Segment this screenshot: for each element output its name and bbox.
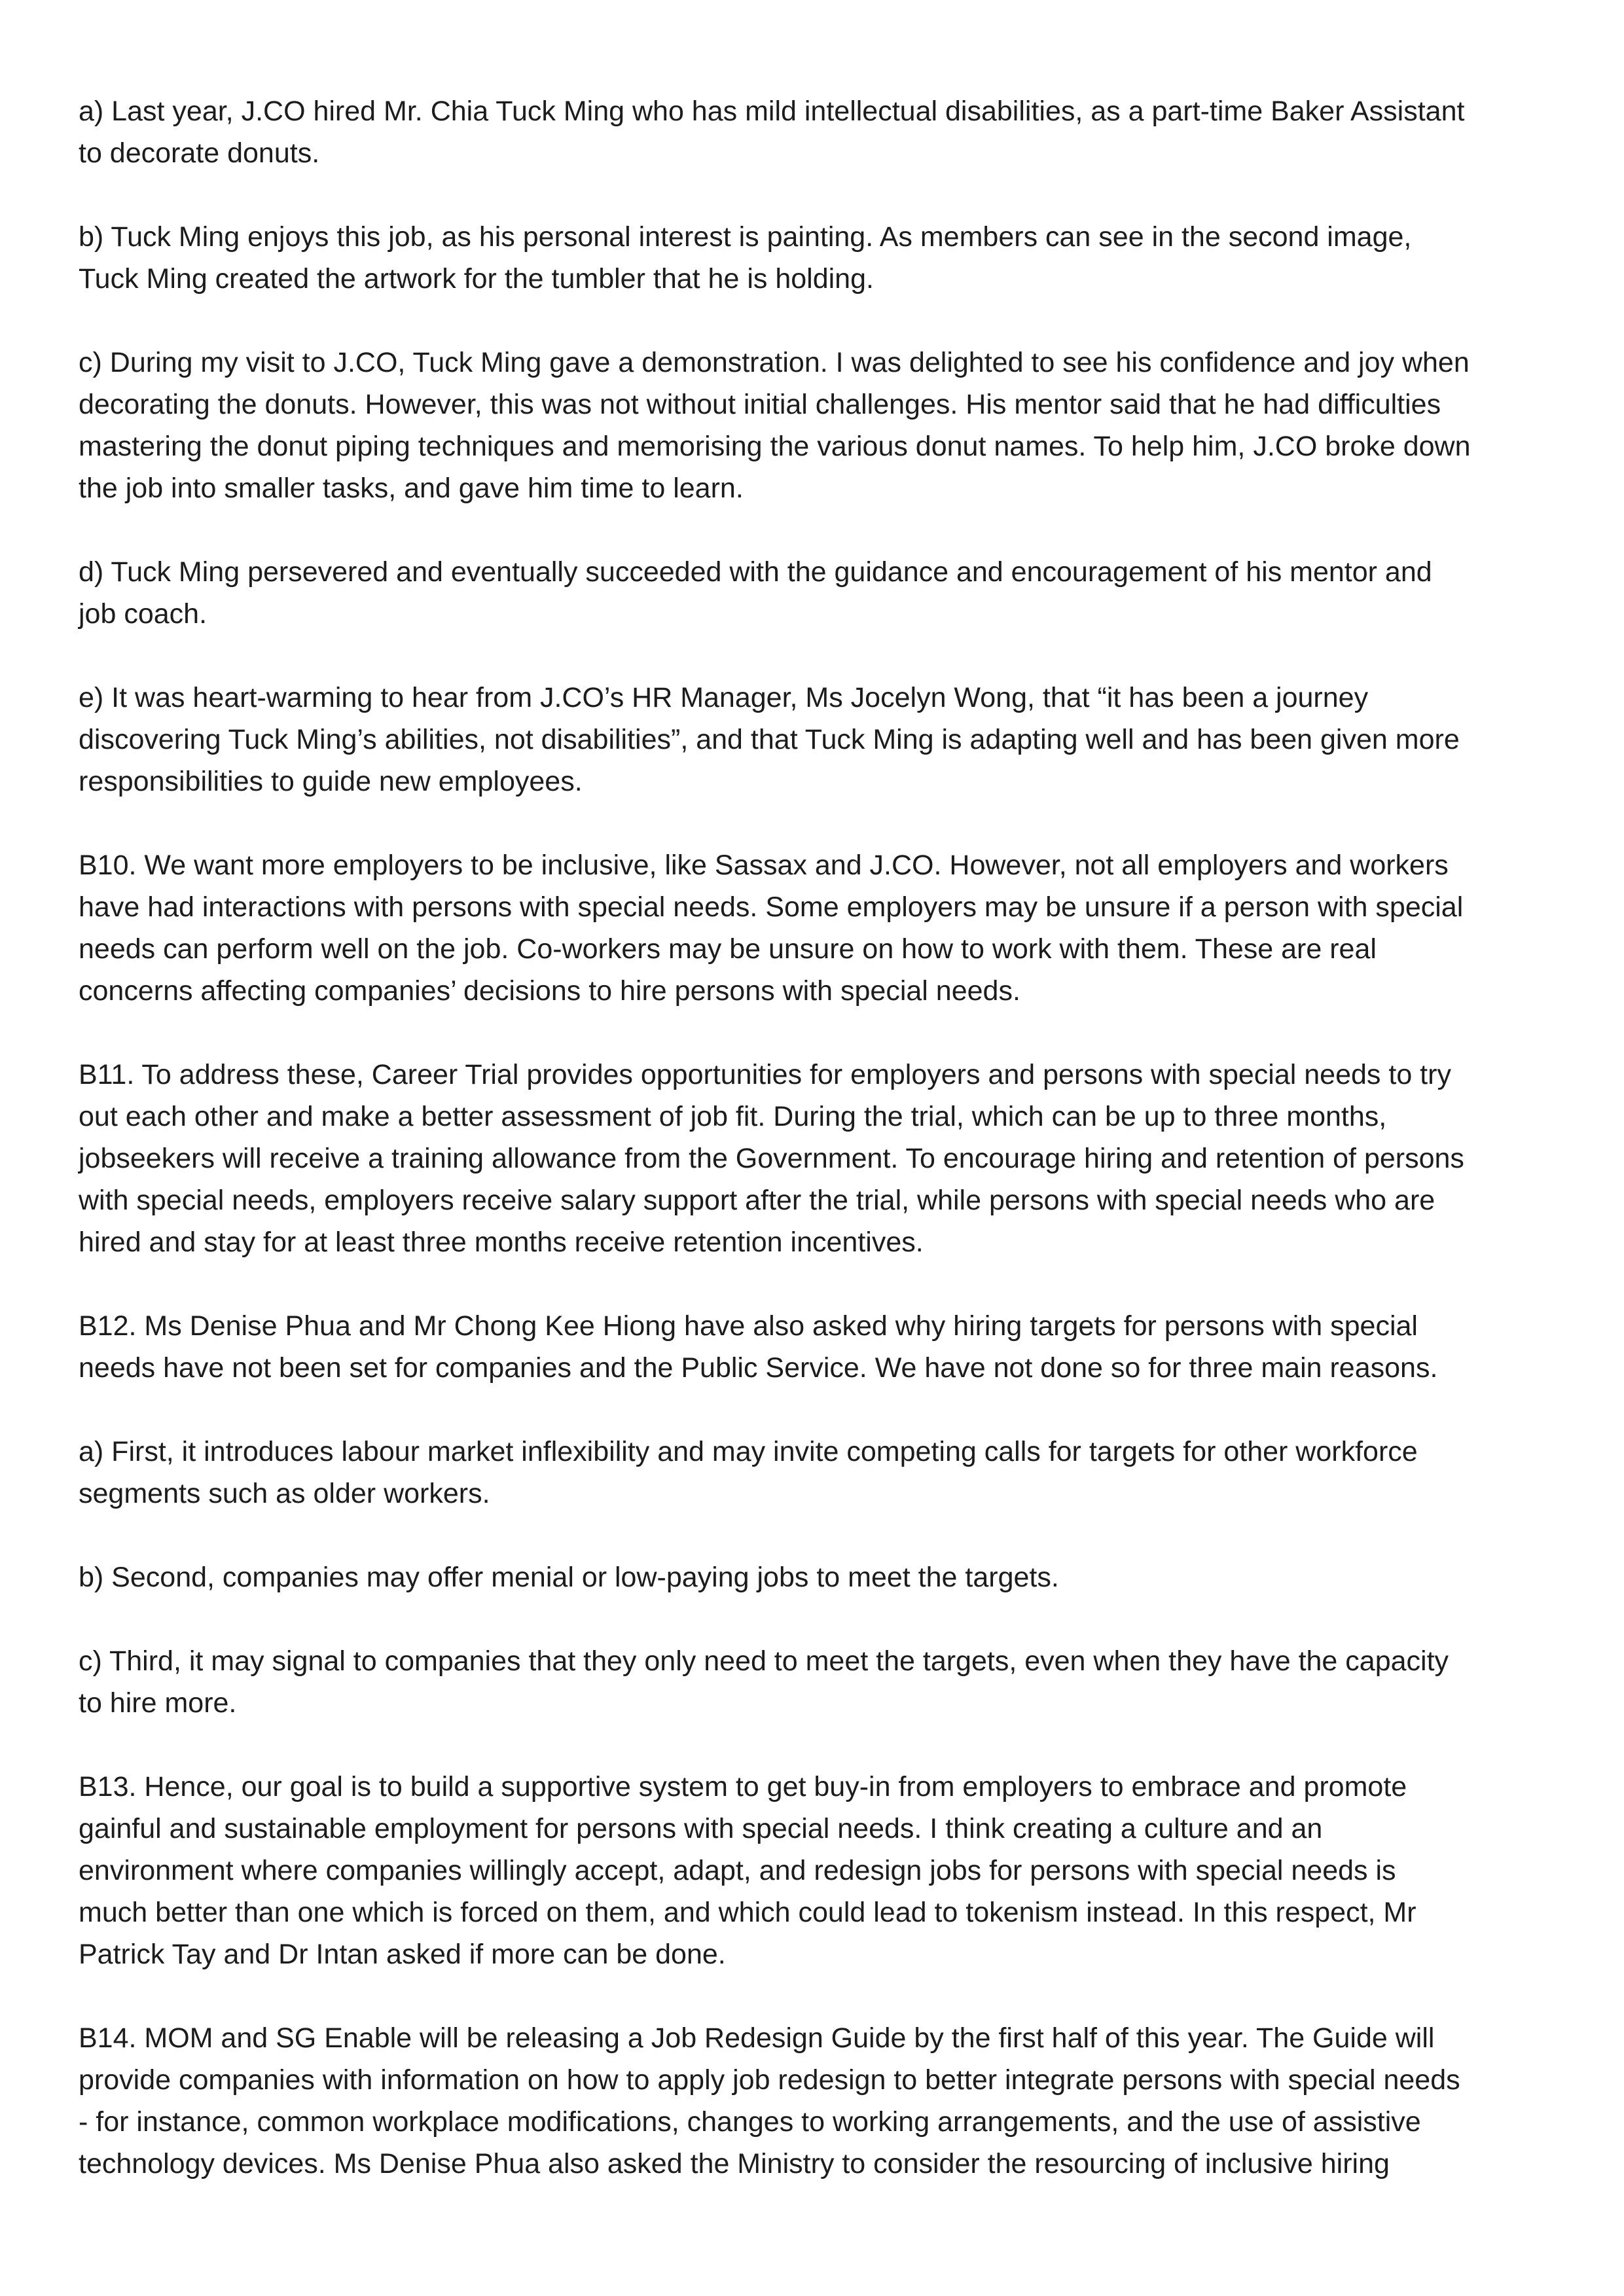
paragraph-e-hr-manager: e) It was heart-warming to hear from J.CO’s HR Manager, Ms Jocelyn Wong, that “it has been a journey discovering Tuck Ming’s abilities, not disabilities”, and that Tuck Ming is adapting well and has been given more responsibilities to guide new employees. <box>79 682 1460 797</box>
paragraph-b12-b: b) Second, companies may offer menial or low-paying jobs to meet the targets. <box>79 1562 1059 1593</box>
paragraph-a-jco-hire: a) Last year, J.CO hired Mr. Chia Tuck Ming who has mild intellectual disabilities, as a part-time Baker Assistant to decorate donuts. <box>79 96 1465 169</box>
paragraph-b13: B13. Hence, our goal is to build a supportive system to get buy-in from employers to embrace and promote gainful and sustainable employment for persons with special needs. I think creating a culture and an environment where companies willingly accept, adapt, and redesign jobs for persons with special needs is much better than one which is forced on them, and which could lead to tokenism instead. In this respect, Mr Patrick Tay and Dr Intan asked if more can be done. <box>79 1771 1416 1970</box>
paragraph-d-persevered: d) Tuck Ming persevered and eventually succeeded with the guidance and encouragement of his mentor and job coach. <box>79 556 1432 630</box>
paragraph-b-painting: b) Tuck Ming enjoys this job, as his personal interest is painting. As members can see in the second image, Tuck Ming created the artwork for the tumbler that he is holding. <box>79 221 1412 295</box>
paragraph-b12: B12. Ms Denise Phua and Mr Chong Kee Hiong have also asked why hiring targets for persons with special needs have not been set for companies and the Public Service. We have not done so for three main reasons. <box>79 1310 1438 1384</box>
paragraph-b14: B14. MOM and SG Enable will be releasing a Job Redesign Guide by the first half of this year. The Guide will provide companies with information on how to apply job redesign to better integrate persons with special needs - for instance, common workplace modifications, changes to working arrangements, and the use of assistive technology devices. Ms Denise Phua also asked the Ministry to consider the resourcing of inclusive hiring <box>79 2022 1460 2179</box>
paragraph-b12-c: c) Third, it may signal to companies that they only need to meet the targets, even when they have the capacity to hire more. <box>79 1645 1449 1719</box>
paragraph-b12-a: a) First, it introduces labour market inflexibility and may invite competing calls for targets for other workforce segments such as older workers. <box>79 1436 1418 1509</box>
paragraph-c-demonstration: c) During my visit to J.CO, Tuck Ming gave a demonstration. I was delighted to see his confidence and joy when decorating the donuts. However, this was not without initial challenges. His mentor said that he had difficulties mastering the donut piping techniques and memorising the various donut names. To help him, J.CO broke down the job into smaller tasks, and gave him time to learn. <box>79 347 1471 504</box>
paragraph-b11: B11. To address these, Career Trial provides opportunities for employers and persons with special needs to try out each other and make a better assessment of job fit. During the trial, which can be up to three months, jobseekers will receive a training allowance from the Government. To encourage hiring and retention of persons with special needs, employers receive salary support after the trial, while persons with special needs who are hired and stay for at least three months receive retention incentives. <box>79 1059 1464 1258</box>
paragraph-b10: B10. We want more employers to be inclusive, like Sassax and J.CO. However, not all employers and workers have had interactions with persons with special needs. Some employers may be unsure if a person with special needs can perform well on the job. Co-workers may be unsure on how to work with them. These are real concerns affecting companies’ decisions to hire persons with special needs. <box>79 850 1464 1007</box>
document-body <box>79 90 1564 2185</box>
